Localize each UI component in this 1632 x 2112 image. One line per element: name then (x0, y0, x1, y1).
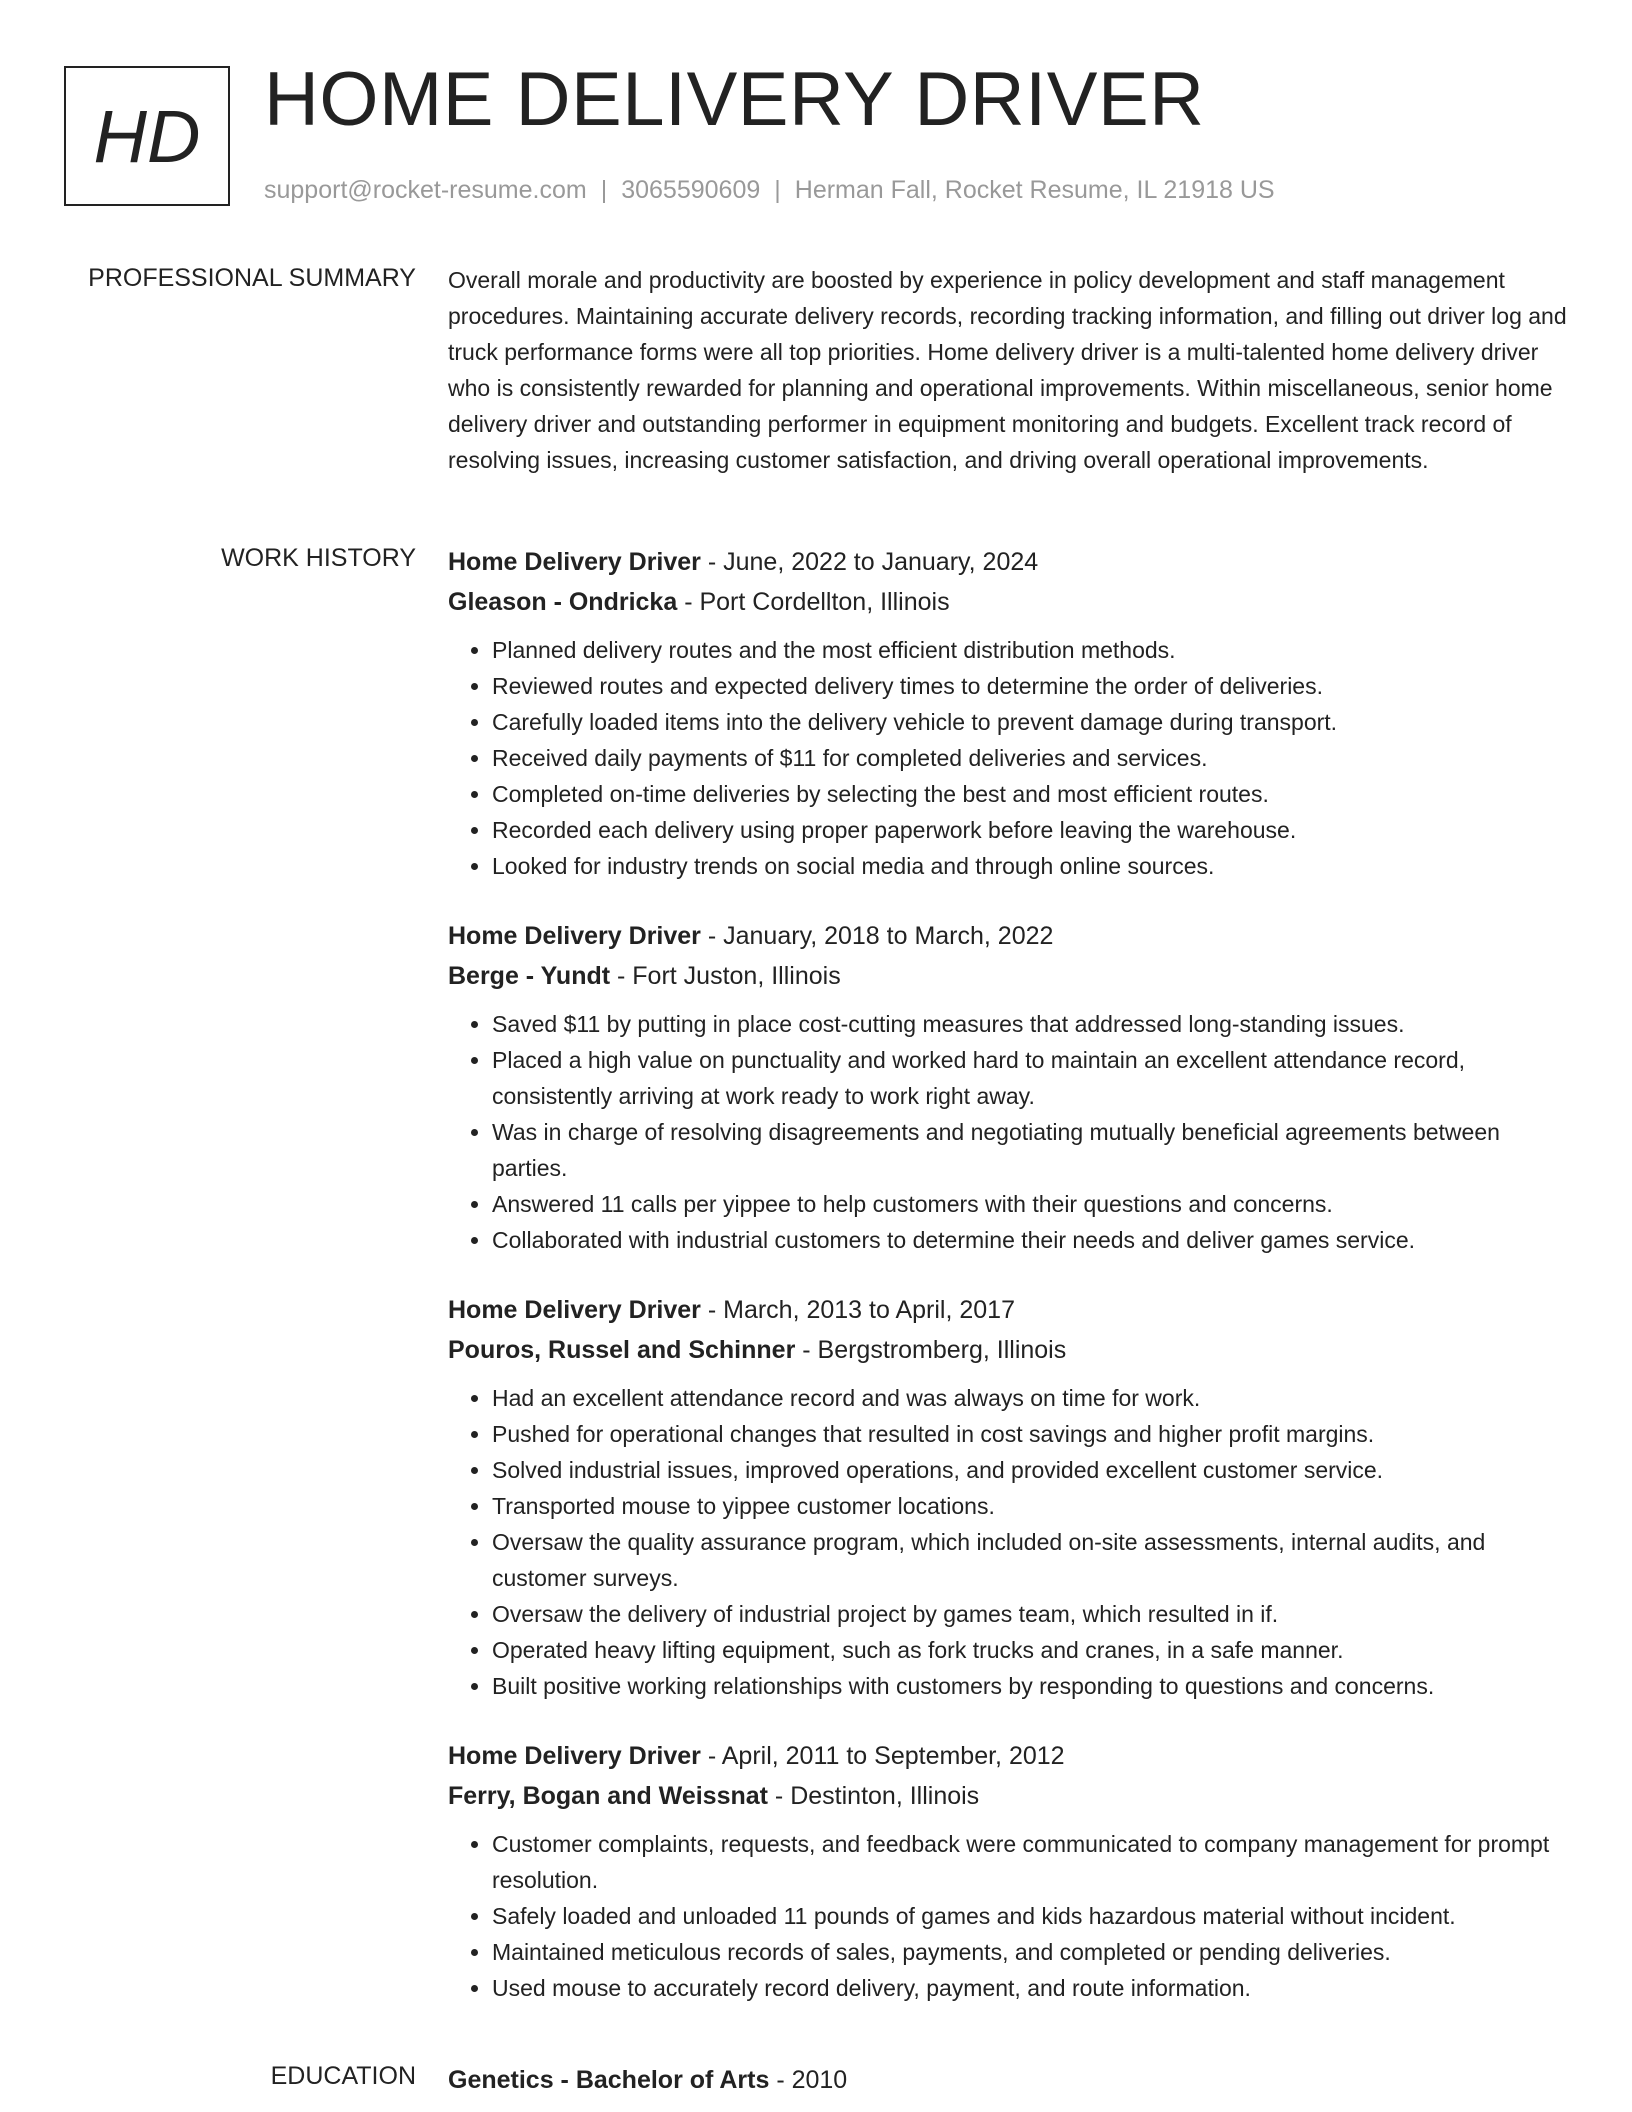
job-company: Berge - Yundt (448, 962, 611, 990)
job-bullet: • Operated heavy lifting equipment, such as fork trucks and cranes, in a safe manner. (492, 1632, 1568, 1668)
job-bullet: • Reviewed routes and expected delivery times to determine the order of deliveries. (492, 668, 1568, 704)
contact-separator: | (600, 176, 608, 204)
job-company: Gleason - Ondricka (448, 588, 678, 616)
job-location: - Port Cordellton, Illinois (677, 588, 950, 616)
job-company-line (448, 1330, 1568, 1370)
job-role-line (448, 916, 1568, 956)
job-company-line (448, 956, 1568, 996)
education-entry (448, 2060, 1568, 2100)
job-bullet: • Planned delivery routes and the most efficient distribution methods. (492, 632, 1568, 668)
job-bullet: • Saved $11 by putting in place cost-cutting measures that addressed long-standing issues. (492, 1006, 1568, 1042)
contact-address: Herman Fall, Rocket Resume, IL 21918 US (794, 176, 1275, 204)
job-dates: - April, 2011 to September, 2012 (700, 1742, 1065, 1770)
job-role: Home Delivery Driver (448, 548, 701, 576)
job-bullet: • Received daily payments of $11 for completed deliveries and services. (492, 740, 1568, 776)
education-heading: EDUCATION (270, 2062, 416, 2090)
job-bullet: • Customer complaints, requests, and feedback were communicated to company management for prompt resolution. (492, 1826, 1568, 1898)
job-bullet: • Built positive working relationships with customers by responding to questions and concerns. (492, 1668, 1568, 1704)
job-bullet: • Maintained meticulous records of sales, payments, and completed or pending deliveries. (492, 1934, 1568, 1970)
job-bullet: • Safely loaded and unloaded 11 pounds of games and kids hazardous material without incident. (492, 1898, 1568, 1934)
job-role: Home Delivery Driver (448, 922, 701, 950)
job-role: Home Delivery Driver (448, 1742, 701, 1770)
job-bullet: • Was in charge of resolving disagreements and negotiating mutually beneficial agreements between parties. (492, 1114, 1568, 1186)
job-bullet: • Collaborated with industrial customers to determine their needs and deliver games service. (492, 1222, 1568, 1258)
job-role-line (448, 1736, 1568, 1776)
job-dates: - January, 2018 to March, 2022 (700, 922, 1054, 950)
contact-email: support@rocket-resume.com (264, 176, 587, 204)
job-bullet: • Recorded each delivery using proper paperwork before leaving the warehouse. (492, 812, 1568, 848)
job-entry (448, 1736, 1568, 2006)
job-location: - Destinton, Illinois (767, 1782, 980, 1810)
job-dates: - March, 2013 to April, 2017 (700, 1296, 1015, 1324)
summary-heading: PROFESSIONAL SUMMARY (88, 264, 416, 292)
summary-text: Overall morale and productivity are boosted by experience in policy development and staff management procedures. Maintaining accurate delivery records, recording tracking information, and filling out driver log and truck performance forms were all top priorities. Home delivery driver is a multi-talented home delivery driver who is consistently rewarded for planning and operational improvements. Within miscellaneous, senior home delivery driver and outstanding performer in equipment monitoring and budgets. Excellent track record of resolving issues, increasing customer satisfaction, and driving overall operational improvements. (448, 267, 1567, 473)
job-bullet: • Looked for industry trends on social media and through online sources. (492, 848, 1568, 884)
work-history-heading: WORK HISTORY (221, 544, 416, 572)
education-degree: Genetics - Bachelor of Arts (448, 2066, 770, 2094)
job-bullet-list (448, 1826, 1568, 2006)
job-list (448, 542, 1568, 2038)
job-bullet: • Oversaw the quality assurance program, which included on-site assessments, internal audits, and customer surveys. (492, 1524, 1568, 1596)
job-company: Pouros, Russel and Schinner (448, 1336, 796, 1364)
job-bullet: • Completed on-time deliveries by selecting the best and most efficient routes. (492, 776, 1568, 812)
job-bullet: • Answered 11 calls per yippee to help customers with their questions and concerns. (492, 1186, 1568, 1222)
contact-separator: | (774, 176, 781, 204)
job-bullet-list (448, 1006, 1568, 1258)
job-bullet: • Carefully loaded items into the delivery vehicle to prevent damage during transport. (492, 704, 1568, 740)
job-entry (448, 1290, 1568, 1704)
job-bullet: • Solved industrial issues, improved operations, and provided excellent customer service. (492, 1452, 1568, 1488)
job-role: Home Delivery Driver (448, 1296, 701, 1324)
job-role-line (448, 542, 1568, 582)
contact-line (264, 176, 1275, 205)
job-bullet: • Placed a high value on punctuality and worked hard to maintain an excellent attendance record, consistently arriving at work ready to work right away. (492, 1042, 1568, 1114)
job-company-line (448, 582, 1568, 622)
job-bullet: • Oversaw the delivery of industrial project by games team, which resulted in if. (492, 1596, 1568, 1632)
job-company-line (448, 1776, 1568, 1816)
job-bullet: • Used mouse to accurately record delivery, payment, and route information. (492, 1970, 1568, 2006)
resume-title: HOME DELIVERY DRIVER (264, 57, 1205, 142)
monogram-initials: HD (93, 94, 201, 178)
job-role-line (448, 1290, 1568, 1330)
job-dates: - June, 2022 to January, 2024 (700, 548, 1039, 576)
job-location: - Bergstromberg, Illinois (795, 1336, 1067, 1364)
job-entry (448, 542, 1568, 884)
job-entry (448, 916, 1568, 1258)
job-bullet: • Transported mouse to yippee customer locations. (492, 1488, 1568, 1524)
monogram-box (64, 66, 230, 206)
job-bullet-list (448, 632, 1568, 884)
job-bullet: • Had an excellent attendance record and was always on time for work. (492, 1380, 1568, 1416)
job-bullet: • Pushed for operational changes that resulted in cost savings and higher profit margins. (492, 1416, 1568, 1452)
contact-phone: 3065590609 (621, 176, 761, 204)
job-bullet-list (448, 1380, 1568, 1704)
job-company: Ferry, Bogan and Weissnat (448, 1782, 768, 1810)
job-location: - Fort Juston, Illinois (610, 962, 841, 990)
education-year: - 2010 (769, 2066, 848, 2094)
